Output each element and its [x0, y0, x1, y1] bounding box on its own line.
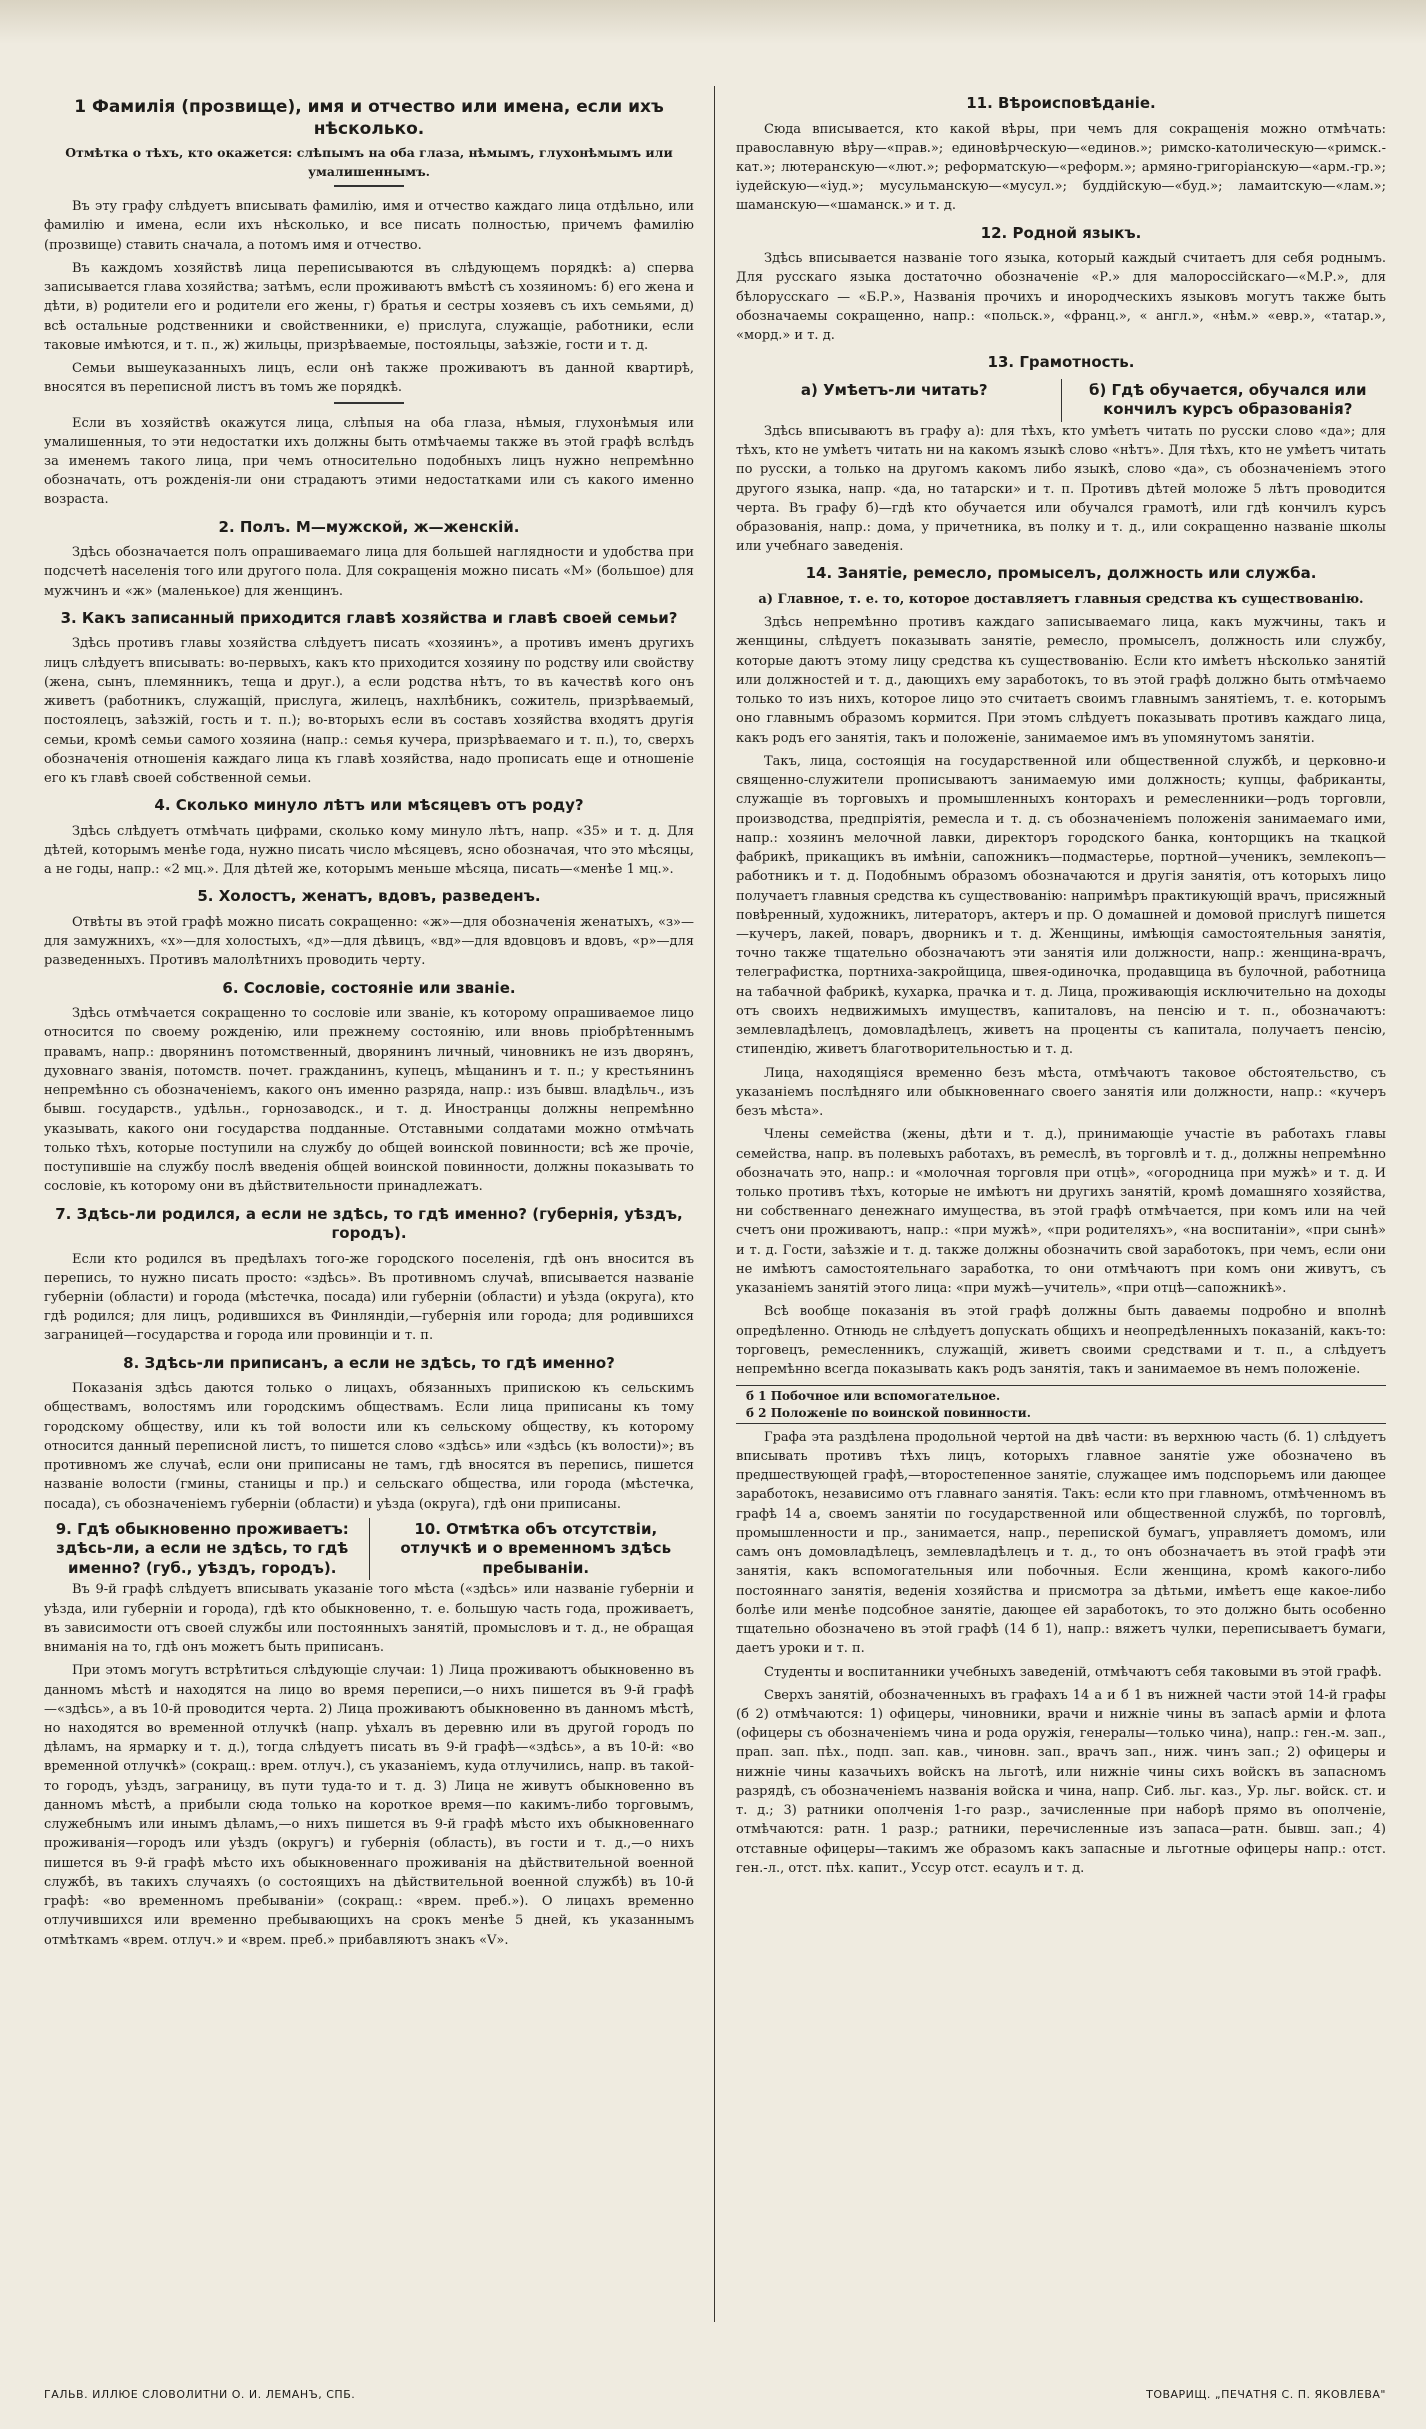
section-14b-header — [736, 1385, 1386, 1423]
section-2-title: 2. Полъ. М—мужской, ж—женскій. — [218, 517, 520, 536]
section-7-paragraph: Если кто родился въ предѣлахъ того-же городского поселенія, гдѣ онъ вносится въ перепись, то нужно писать просто: «здѣсь». Въ противномъ случаѣ, вписывается названіе губерніи (области) и города (мѣстечка, посада) или губерніи (области) и уѣзда (округа), кто гдѣ родился; для лицъ, родившихся въ Финляндіи,—губернія или города; для родившихся заграницей—государства и города или провинціи и т. п. — [44, 1251, 694, 1344]
page-top-edge — [0, 0, 1426, 44]
footer-printer: ТОВАРИЩ. „ПЕЧАТНЯ С. П. ЯКОВЛЕВА" — [1146, 2388, 1386, 2401]
section-14-paragraph: Такъ, лица, состоящія на государственной или общественной службѣ, и церковно-и священно-служители прописываютъ занимаемую ими должность; купцы, фабриканты, служащіе въ торговыхъ и промышленныхъ конторахъ и ремесленники—родъ торговли, производства, предпріятія, ремесла и т. д. съ обозначеніемъ положенія занимаемаго ими, напр.: хозяинъ мелочной лавки, директоръ городского банка, конторщикъ на ткацкой фабрикѣ, прикащикъ въ имѣніи, сапожникъ—подмастерье, портной—ученикъ, землекопъ—работникъ и т. д. Подобнымъ образомъ обозначаются и другія занятія, отъ которыхъ лицо получаетъ главныя средства къ существованію: напримѣръ практикующій врачъ, присяжный повѣренный, художникъ, литераторъ, актеръ и пр. О домашней и домовой прислугѣ пишется—кучеръ, лакей, поваръ, дворникъ и т. д. Женщины, имѣющія самостоятельныя занятія, точно также тщательно обозначаютъ эти занятія или должности, напр.: женщина-врачъ, телеграфистка, портниха-закройщица, швея-одиночка, продавщица въ булочной, работница на табачной фабрикѣ, кухарка, прачка и т. д. Лица, проживающія исключительно на доходы отъ своихъ недвижимыхъ имуществъ, капиталовъ, на пенсію и т. п., обозначаютъ: землевладѣлецъ, домовладѣлецъ, живетъ на проценты съ капитала, получаетъ пенсію, стипендію, живетъ благотворительностью и т. д. — [736, 753, 1386, 1058]
section-5-title: 5. Холостъ, женатъ, вдовъ, разведенъ. — [197, 887, 541, 906]
section-1-title: 1 Фамилія (прозвище), имя и отчество или имена, если ихъ нѣсколько. — [74, 97, 664, 140]
section-14-paragraph: Лица, находящіяся временно безъ мѣста, отмѣчаютъ таковое обстоятельство, съ указаніемъ послѣдняго или обыкновеннаго своего занятія или должности, напр.: «кучеръ безъ мѣста». — [736, 1065, 1386, 1120]
divider-rule — [334, 185, 404, 187]
section-14b2-title: б 2 Положеніе по воинской повинности. — [746, 1405, 1031, 1420]
section-14a-subtitle: а) Главное, т. е. то, которое доставляетъ главныя средства къ существованію. — [758, 591, 1364, 607]
section-1-paragraph: Если въ хозяйствѣ окажутся лица, слѣпыя на оба глаза, нѣмыя, глухонѣмыя или умалишенныя, то эти недостатки ихъ должны быть отмѣчаемы также въ этой графѣ вслѣдъ за именемъ такого лица, при чемъ относительно подобныхъ лицъ нужно непремѣнно обозначать, отъ рожденія-ли они страдаютъ этими недостатками или съ какого именно возраста. — [44, 415, 694, 508]
section-6-paragraph: Здѣсь отмѣчается сокращенно то сословіе или званіе, къ которому опрашиваемое лицо относится по своему рожденію, или прежнему состоянію, или вновь пріобрѣтеннымъ правамъ, напр.: дворянинъ потомственный, дворянинъ личный, чиновникъ не изъ дворянъ, духовнаго званія, потомств. почет. гражданинъ, купецъ, мѣщанинъ и т. п.; у крестьянинъ непремѣнно съ обозначеніемъ, какого онъ именно разряда, напр.: изъ бывш. владѣльч., изъ бывш. государств., удѣльн., горнозаводск., и т. д. Иностранцы должны непремѣнно указывать, какого они государства подданные. Отставными солдатами можно отмѣчать только тѣхъ, которые поступили на службу до общей воинской повинности; всѣ же прочіе, поступившіе на службу послѣ введенія общей воинской повинности, должны показывать то сословіе, къ которому они въ дѣйствительности принадлежатъ. — [44, 1006, 694, 1195]
section-13a-title: а) Умѣетъ-ли читать? — [800, 380, 988, 399]
section-3-title: 3. Какъ записанный приходится главѣ хозяйства и главѣ своей семьи? — [60, 608, 678, 627]
section-8-title: 8. Здѣсь-ли приписанъ, а если не здѣсь, то гдѣ именно? — [123, 1353, 615, 1372]
section-1-paragraph: Въ эту графу слѣдуетъ вписывать фамилію, имя и отчество каждаго лица отдѣльно, или фамилію и имена, если ихъ нѣсколько, и все писать полностью, причемъ фамилію (прозвище) ставить сначала, а потомъ имя и отчество. — [44, 199, 694, 253]
section-4-paragraph: Здѣсь слѣдуетъ отмѣчать цифрами, сколько кому минуло лѣтъ, напр. «35» и т. д. Для дѣтей, которымъ менѣе года, нужно писать число мѣсяцевъ, ясно обозначая, что это мѣсяцы, а не годы, напр.: «2 мц.». Для дѣтей же, которымъ меньше мѣсяца, писать—«менѣе 1 мц.». — [44, 823, 694, 878]
section-14-paragraph: Члены семейства (жены, дѣти и т. д.), принимающіе участіе въ работахъ главы семейства, напр. въ полевыхъ работахъ, въ ремеслѣ, въ торговлѣ и т. д., должны непремѣнно обозначать это, напр.: и «молочная торговля при отцѣ», «огородница при мужѣ» и т. д. И только противъ тѣхъ, которые не имѣютъ ни другихъ занятій, кромѣ домашняго хозяйства, ни собственнаго денежнаго имущества, въ этой графѣ отмѣчается, при комъ или на чей счетъ они проживаютъ, напр.: «при мужѣ», «при родителяхъ», «на воспитаніи», «при сынѣ» и т. д. Гости, заѣзжіе и т. д. также должны обозначить свой заработокъ, при чемъ, если они не имѣютъ самостоятельнаго заработка, то они отмѣчаютъ при комъ они живутъ, съ указаніемъ занятій этого лица: «при мужѣ—учитель», «при отцѣ—сапожникѣ». — [736, 1127, 1386, 1297]
footer-typefoundry: ГАЛЬВ. ИЛЛЮЕ СЛОВОЛИТНИ О. И. ЛЕМАНЪ, СПБ. — [44, 2388, 356, 2401]
section-14b1-title: б 1 Побочное или вспомогательное. — [746, 1389, 1001, 1404]
right-column — [736, 86, 1386, 2334]
section-12-paragraph: Здѣсь вписывается названіе того языка, который каждый считаетъ для себя роднымъ. Для русскаго языка достаточно обозначеніе «Р.» для малороссійскаго—«М.Р.», для бѣлорусскаго — «Б.Р.», Названія прочихъ и инородческихъ языковъ могутъ также быть обозначаемы сокращенно, напр.: «польск.», «франц.», « англ.», «нѣм.» «евр.», «татар.», «морд.» и т. д. — [736, 251, 1386, 344]
section-1-note: Отмѣтка о тѣхъ, кто окажется: слѣпымъ на оба глаза, нѣмымъ, глухонѣмымъ или умалишеннымъ. — [65, 145, 673, 179]
section-9-paragraph: При этомъ могутъ встрѣтиться слѣдующіе случаи: 1) Лица проживаютъ обыкновенно въ данномъ мѣстѣ и находятся на лицо во время переписи,—о нихъ пишется въ 9-й графѣ—«здѣсь», а въ 10-й проводится черта. 2) Лица проживаютъ обыкновенно въ данномъ мѣстѣ, но находятся во временной отлучкѣ (напр. уѣхалъ въ деревню или въ другой городъ по дѣламъ, на ярмарку и т. д.), тогда слѣдуетъ писать въ 9-й графѣ—«здѣсь», а въ 10-й: «во временной отлучкѣ» (сокращ.: врем. отлуч.), съ указаніемъ, куда отлучились, напр. въ такой-то городъ, уѣздъ, заграницу, въ пути туда-то и т. д. 3) Лица не живутъ обыкновенно въ данномъ мѣстѣ, а прибыли сюда только на короткое время—по какимъ-либо торговымъ, служебнымъ или инымъ дѣламъ,—о нихъ пишется въ 9-й графѣ мѣсто ихъ обыкновеннаго проживанія—городъ или уѣздъ (округъ) и губернія (область), въ гости и т. д.,—о нихъ пишется въ 9-й графѣ мѣсто ихъ обыкновеннаго проживанія на дѣйствительной военной службѣ, въ такихъ случаяхъ (о состоящихъ на дѣйствительной военной службѣ) въ 10-й графѣ: «во временномъ пребываніи» (сокращ.: «врем. преб.»). О лицахъ временно отлучившихся или временно пребывающихъ на срокъ менѣе 5 дней, къ указаннымъ отмѣткамъ «врем. отлуч.» и «врем. преб.» прибавляютъ знакъ «V». — [44, 1663, 694, 1948]
column-divider — [714, 86, 715, 2322]
section-14-paragraph: Здѣсь непремѣнно противъ каждаго записываемаго лица, какъ мужчины, такъ и женщины, слѣдуетъ показывать занятіе, ремесло, промыселъ, должность или службу, которые даютъ этому лицу средства къ существованію. Если кто имѣетъ нѣсколько занятій или должностей и т. д., дающихъ ему заработокъ, то въ этой графѣ должно быть отмѣчаемо только то изъ нихъ, которое лицо это считаетъ своимъ главнымъ занятіемъ, т. е. которымъ оно главнымъ образомъ кормится. При этомъ слѣдуетъ показывать противъ каждаго лица, какъ родъ его занятія, такъ и положеніе, занимаемое имъ въ упомянутомъ занятіи. — [736, 615, 1386, 746]
section-7-title: 7. Здѣсь-ли родился, а если не здѣсь, то гдѣ именно? (губернія, уѣздъ, городъ). — [55, 1204, 683, 1243]
section-13-paragraph: Здѣсь вписываютъ въ графу а): для тѣхъ, кто умѣетъ читать по русски слово «да»; для тѣхъ, кто не умѣетъ читать ни на какомъ языкѣ слово «нѣтъ». Для тѣхъ, кто не умѣетъ читать по русски, а только на другомъ какомъ либо языкѣ, слово «да», съ обозначеніемъ этого другого языка, напр. «да, но татарски» и т. п. Противъ дѣтей моложе 5 лѣтъ проводится черта. Въ графу б)—гдѣ кто обучается или обучался грамотѣ, или гдѣ кончилъ курсъ образованія, напр.: дома, у причетника, въ полку и т. д., или сокращенно названіе школы или учебнаго заведенія. — [736, 423, 1386, 555]
section-11-title: 11. Вѣроисповѣданіе. — [966, 94, 1156, 112]
header-separator — [369, 1518, 370, 1581]
section-10-title: 10. Отмѣтка объ отсутствіи, отлучкѣ и о временномъ здѣсь пребываніи. — [400, 1519, 672, 1577]
section-13-title: 13. Грамотность. — [987, 353, 1135, 372]
section-9-10-header — [44, 1518, 694, 1581]
section-14-paragraph: Студенты и воспитанники учебныхъ заведеній, отмѣчаютъ себя таковыми въ этой графѣ. — [764, 1664, 1382, 1680]
section-5-paragraph: Отвѣты въ этой графѣ можно писать сокращенно: «ж»—для обозначенія женатыхъ, «з»—для замужнихъ, «х»—для холостыхъ, «д»—для дѣвицъ, «вд»—для вдовцовъ и вдовъ, «р»—для разведенныхъ. Противъ малолѣтнихъ проводить черту. — [44, 914, 694, 969]
section-1-paragraph: Семьи вышеуказанныхъ лицъ, если онѣ также проживаютъ въ данной квартирѣ, вносятся въ переписной листъ въ томъ же порядкѣ. — [44, 361, 694, 396]
section-9-paragraph: Въ 9-й графѣ слѣдуетъ вписывать указаніе того мѣста («здѣсь» или названіе губерніи и уѣзда, или губерніи и города), гдѣ кто обыкновенно, т. е. большую часть года, проживаетъ, въ зависимости отъ своей службы или постоянныхъ занятій, промысловъ и т. д., не обращая вниманія на то, гдѣ онъ можетъ быть приписанъ. — [44, 1582, 694, 1656]
left-column — [44, 86, 694, 2334]
section-13b-title: б) Гдѣ обучается, обучался или кончилъ курсъ образованія? — [1089, 380, 1367, 419]
section-11-paragraph: Сюда вписывается, кто какой вѣры, при чемъ для сокращенія можно отмѣчать: православную вѣру—«прав.»; единовѣрческую—«единов.»; римско-католическую—«римск.-кат.»; лютеранскую—«лют.»; реформатскую—«реформ.»; армяно-григоріанскую—«арм.-гр.»; іудейскую—«іуд.»; мусульманскую—«мусул.»; буддійскую—«буд.»; ламаитскую—«лам.»; шаманскую—«шаманск.» и т. д. — [736, 121, 1386, 214]
section-1-paragraph: Въ каждомъ хозяйствѣ лица переписываются въ слѣдующемъ порядкѣ: а) сперва записывается глава хозяйства; затѣмъ, если проживаютъ вмѣстѣ съ хозяиномъ: б) его жена и дѣти, в) родители его и родители его жены, г) братья и сестры хозяевъ съ ихъ семьями, д) всѣ остальные родственники и свойственники, е) прислуга, служащіе, работники, если таковые имѣются, и т. п., ж) жильцы, призрѣваемые, постояльцы, заѣзжіе, гости и т. д. — [44, 260, 694, 353]
section-9-title: 9. Гдѣ обыкновенно проживаетъ: здѣсь-ли, а если не здѣсь, то гдѣ именно? (губ., уѣздъ, городъ). — [55, 1519, 349, 1577]
header-separator — [1061, 379, 1062, 422]
section-4-title: 4. Сколько минуло лѣтъ или мѣсяцевъ отъ роду? — [154, 796, 584, 815]
section-14-title: 14. Занятіе, ремесло, промыселъ, должность или служба. — [805, 564, 1317, 583]
section-14-paragraph: Всѣ вообще показанія въ этой графѣ должны быть даваемы подробно и вполнѣ опредѣленно. Отнюдь не слѣдуетъ допускать общихъ и неопредѣленныхъ показаній, какъ-то: торговецъ, ремесленникъ, служащій, живетъ своими средствами и т. п., а слѣдуетъ непремѣнно всегда показывать какъ родъ занятія, такъ и занимаемое въ немъ положеніе. — [736, 1304, 1386, 1378]
section-2-paragraph: Здѣсь обозначается полъ опрашиваемаго лица для большей наглядности и удобства при подсчетѣ населенія того или другого пола. Для сокращенія можно писать «М» (большое) для мужчинъ и «ж» (маленькое) для женщинъ. — [44, 545, 694, 599]
section-14-paragraph: Графа эта раздѣлена продольной чертой на двѣ части: въ верхнюю часть (б. 1) слѣдуетъ вписывать противъ тѣхъ лицъ, которыхъ главное занятіе уже обозначено въ предшествующей графѣ,—второстепенное занятіе, служащее имъ подспорьемъ или дающее заработокъ, независимо отъ главнаго занятія. Такъ: если кто при главномъ, отмѣченномъ въ графѣ 14 а, своемъ занятіи по государственной или общественной службѣ, по торговлѣ, промышленности и пр., занимается, напр., перепиской бумагъ, управляетъ домомъ, или самъ онъ домовладѣлецъ, землевладѣлецъ и т. д., то онъ обозначаетъ въ этой графѣ эти занятія, какъ вспомогательныя или побочныя. Если женщина, кромѣ какого-либо постояннаго занятія, веденія хозяйства и присмотра за дѣтьми, имѣетъ еще какое-либо болѣе или менѣе подсобное занятіе, дающее ей заработокъ, то это должно быть особенно тщательно обозначено въ этой графѣ (14 б 1), напр.: вяжетъ чулки, переписываетъ бумаги, даетъ уроки и т. п. — [736, 1429, 1386, 1657]
divider-rule — [334, 402, 404, 404]
section-8-paragraph: Показанія здѣсь даются только о лицахъ, обязанныхъ припискою къ сельскимъ обществамъ, волостямъ или городскимъ обществамъ. Если лица приписаны къ тому городскому обществу, или къ той волости или къ сельскому обществу, къ которому относится данный переписной листъ, то пишется слово «здѣсь» или «здѣсь (къ волости)»; въ противномъ же случаѣ, если они приписаны не тамъ, гдѣ вносятся въ перепись, пишется названіе волости (гмины, станицы и пр.) и сельскаго общества, или города (мѣстечка, посада), съ обозначеніемъ губерніи (области) и уѣзда (округа), гдѣ они приписаны. — [44, 1381, 694, 1512]
section-13-subheader — [736, 379, 1386, 422]
section-6-title: 6. Сословіе, состояніе или званіе. — [222, 978, 516, 997]
section-14-paragraph: Сверхъ занятій, обозначенныхъ въ графахъ 14 а и б 1 въ нижней части этой 14-й графы (б 2) отмѣчаются: 1) офицеры, чиновники, врачи и нижніе чины въ запасѣ арміи и флота (офицеры съ обозначеніемъ чина и рода оружія, генералы—только чина), напр.: ген.-м. зап., прап. зап. пѣх., подп. зап. кав., чиновн. зап., врачъ зап., ниж. чинъ зап.; 2) офицеры и нижніе чины казачьихъ войскъ на льготѣ, или нижніе чины сихъ войскъ въ запасномъ разрядѣ, съ обозначеніемъ названія войска и чина, напр. Сиб. льг. каз., Ур. льг. войск. ст. и т. д.; 3) ратники ополченія 1-го разр., зачисленные при наборѣ прямо въ ополченіе, отмѣчаются: ратн. 1 разр.; ратники, перечисленные изъ запаса—ратн. бывш. зап.; 4) отставные офицеры—такимъ же образомъ какъ запасные и льготные офицеры напр.: отст. ген.-л., отст. пѣх. капит., Уссур отст. есаулъ и т. д. — [736, 1687, 1386, 1876]
section-12-title: 12. Родной языкъ. — [980, 223, 1142, 242]
section-3-paragraph: Здѣсь противъ главы хозяйства слѣдуетъ писать «хозяинъ», а противъ именъ другихъ лицъ слѣдуетъ вписывать: во-первыхъ, какъ кто приходится хозяину по родству или свойству (жена, сынъ, племянникъ, теща и друг.), а если родства нѣтъ, то въ качествѣ кого онъ живетъ (работникъ, служащій, прислуга, жилецъ, нахлѣбникъ, сожитель, призрѣваемый, постоялецъ, заѣзжій, гость и т. п.); во-вторыхъ если въ составъ хозяйства входятъ другія семьи, кромѣ семьи самого хозяина (напр.: семья кучера, призрѣваемаго и т. п.), то, сверхъ обозначенія отношенія каждаго лица къ главѣ хозяйства, надо прописать еще и отношеніе его къ главѣ своей собственной семьи. — [44, 636, 694, 787]
